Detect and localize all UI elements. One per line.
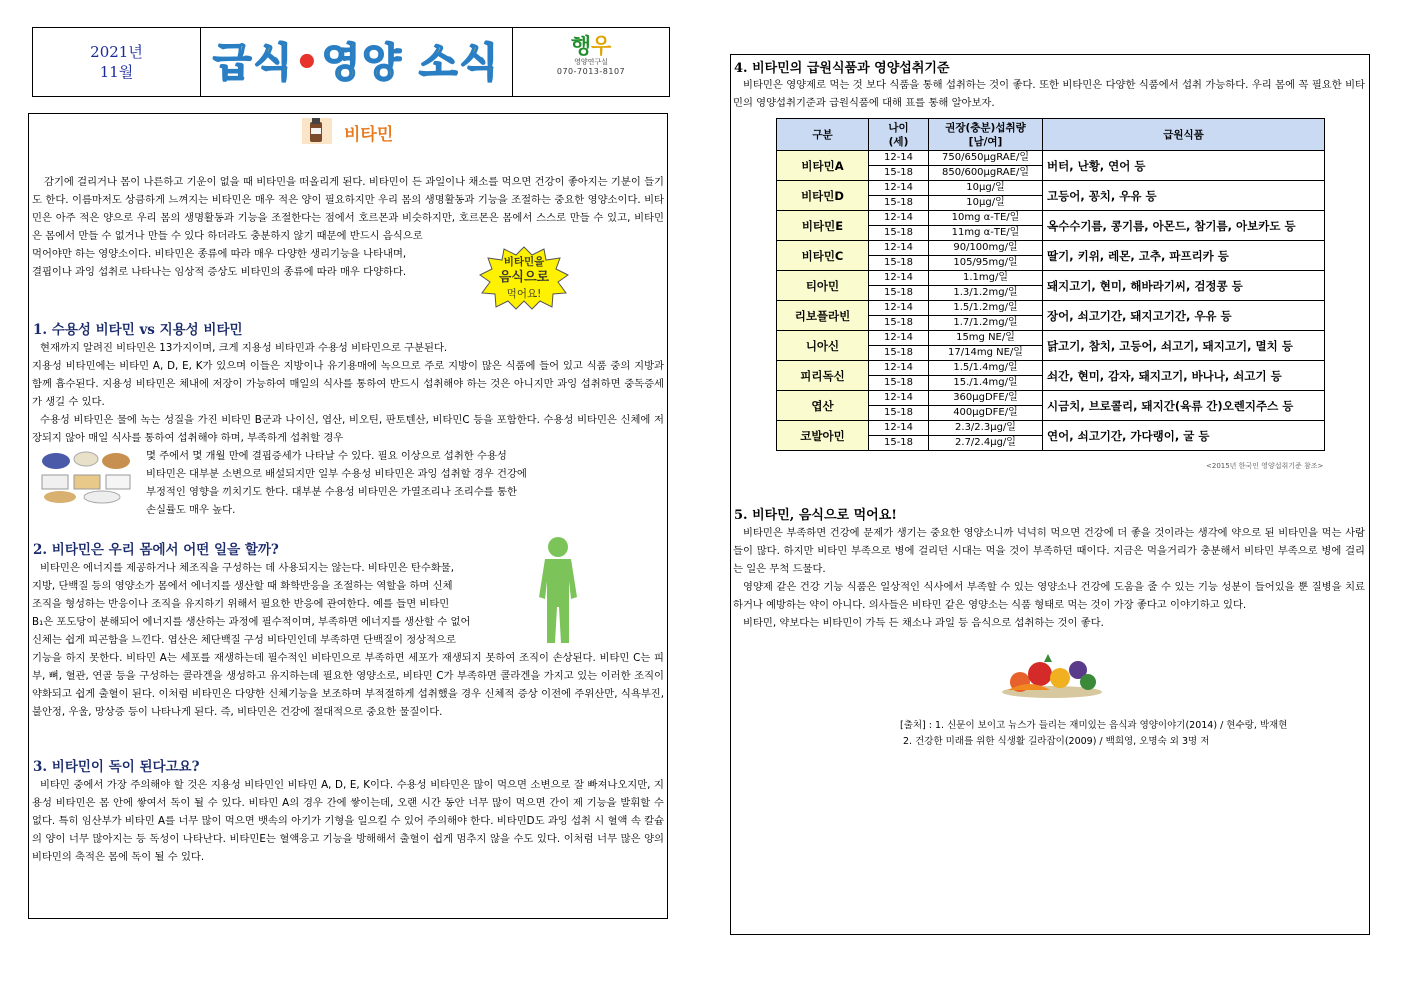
table-row bbox=[777, 181, 1325, 196]
age-range: 15-18 bbox=[869, 376, 929, 391]
age-range: 12-14 bbox=[869, 331, 929, 346]
s1-paragraph-3: 수용성 비타민은 물에 녹는 성질을 가진 비타민 B군과 나이신, 엽산, 비오틴, 판토텐산, 비타민C 등을 포함한다. 수용성 비타민은 신체에 저장되지 않아 매일 식사를 통하여 섭취해야 하며, 부족하게 섭취할 경우 bbox=[32, 414, 664, 444]
table-row bbox=[777, 151, 1325, 166]
food-trays-illustration bbox=[36, 449, 136, 505]
age-range: 15-18 bbox=[869, 436, 929, 451]
s5-paragraph-3: 비타민, 약보다는 비타민이 가득 든 채소나 과일 등 음식으로 섭취하는 것이 좋다. bbox=[743, 617, 1104, 629]
burst-line-3: 먹어요! bbox=[506, 288, 542, 300]
intake-value: 17/14mg NE/일 bbox=[929, 346, 1043, 361]
food-sources: 옥수수기름, 콩기름, 아몬드, 참기름, 아보카도 등 bbox=[1043, 211, 1325, 241]
newsletter-title bbox=[201, 28, 513, 96]
intake-value: 1.1mg/일 bbox=[929, 271, 1043, 286]
food-sources: 닭고기, 참치, 고등어, 쇠고기, 돼지고기, 멸치 등 bbox=[1043, 331, 1325, 361]
section-3-body bbox=[32, 776, 664, 866]
section-1-title: 1. 수용성 비타민 vs 지용성 비타민 bbox=[33, 322, 243, 338]
vitamin-name: 비타민D bbox=[777, 181, 869, 211]
title-part2: 영양 소식 bbox=[321, 40, 501, 86]
intake-value: 1.3/1.2mg/일 bbox=[929, 286, 1043, 301]
table-row bbox=[777, 391, 1325, 406]
reference-1: [출처] : 1. 신문이 보이고 뉴스가 들리는 재미있는 음식과 영양이야기(2014) / 현수랑, 박재현 bbox=[900, 720, 1288, 731]
section-5-title: 5. 비타민, 음식으로 먹어요! bbox=[734, 508, 897, 523]
table-row bbox=[777, 211, 1325, 226]
section-4-body bbox=[733, 76, 1365, 112]
intake-value: 750/650μgRAE/일 bbox=[929, 151, 1043, 166]
age-range: 15-18 bbox=[869, 346, 929, 361]
section-2-title: 2. 비타민은 우리 몸에서 어떤 일을 할까? bbox=[33, 542, 279, 558]
title-part1: 급식 bbox=[212, 40, 295, 86]
age-range: 12-14 bbox=[869, 421, 929, 436]
intake-value: 15mg NE/일 bbox=[929, 331, 1043, 346]
intake-value: 360μgDFE/일 bbox=[929, 391, 1043, 406]
fruits-vegetables-illustration bbox=[1000, 652, 1104, 700]
intake-value: 90/100mg/일 bbox=[929, 241, 1043, 256]
reference-2: 2. 건강한 미래를 위한 식생활 길라잡이(2009) / 백희영, 오명숙 외 3명 저 bbox=[903, 736, 1210, 747]
s4-paragraph: 비타민은 영양제로 먹는 것 보다 식품을 통해 섭취하는 것이 좋다. 또한 비타민은 다양한 식품에서 섭취 가능하다. 우리 몸에 꼭 필요한 비타민의 영양섭취기준과 급원식품에 대해 표를 통해 알아보자. bbox=[733, 79, 1366, 109]
table-row bbox=[777, 361, 1325, 376]
s5-paragraph-1: 비타민은 부족하면 건강에 문제가 생기는 중요한 영양소니까 넉넉히 먹으면 건강에 더 좋을 것이라는 생각에 약으로 된 비타민을 먹는 사람들이 많다. 하지만 비타민 부족으로 병에 걸리던 시대는 먹을 것이 부족하던 때이다. 지금은 먹을거리가 충분해서 비타민 부족으로 병에 걸리는 일은 무척 드물다. bbox=[733, 527, 1365, 575]
table-row bbox=[777, 331, 1325, 346]
intro-line-3: 결핍이나 과잉 섭취로 나타나는 임상적 증상도 비타민의 종류에 따라 매우 다양하다. bbox=[32, 266, 407, 278]
organization-block bbox=[513, 28, 669, 96]
s1-line-3: 부정적인 영향을 끼치기도 한다. 대부분 수용성 비타민은 가열조리나 조리수를 통한 bbox=[146, 486, 517, 498]
age-range: 15-18 bbox=[869, 196, 929, 211]
intake-value: 105/95mg/일 bbox=[929, 256, 1043, 271]
header-intake: 권장(충분)섭취량 [남/여] bbox=[929, 119, 1043, 151]
intro-line-2: 먹어야만 하는 영양소이다. 비타민은 종류에 따라 매우 다양한 생리기능을 나타내며, bbox=[32, 248, 407, 260]
logo-char-b: 우 bbox=[591, 34, 612, 58]
s2-line-3: 조직을 형성하는 반응이나 조직을 유지하기 위해서 필요한 반응에 관여한다. 예를 들면 비타민 bbox=[32, 598, 450, 610]
title-dot: • bbox=[294, 40, 322, 86]
section-4-title: 4. 비타민의 급원식품과 영양섭취기준 bbox=[734, 61, 950, 76]
issue-year: 2021년 bbox=[90, 43, 143, 61]
intake-value: 2.3/2.3μg/일 bbox=[929, 421, 1043, 436]
vitamin-name: 코발아민 bbox=[777, 421, 869, 451]
issue-month: 11월 bbox=[99, 63, 134, 81]
s1-line-4: 손실률도 매우 높다. bbox=[146, 504, 236, 516]
age-range: 15-18 bbox=[869, 166, 929, 181]
food-sources: 돼지고기, 현미, 해바라기씨, 검정콩 등 bbox=[1043, 271, 1325, 301]
intake-value: 2.7/2.4μg/일 bbox=[929, 436, 1043, 451]
s1-paragraph-4 bbox=[146, 447, 616, 519]
table-row bbox=[777, 271, 1325, 286]
s3-paragraph: 비타민 중에서 가장 주의해야 할 것은 지용성 비타민인 비타민 A, D, E, K이다. 수용성 비타민은 많이 먹으면 소변으로 잘 빠져나오지만, 지용성 비타민은 몸 안에 쌓여서 독이 될 수 있다. 비타민 A의 경우 간에 쌓이는데, 오랜 시간 동안 너무 많이 먹으면 간이 제 기능을 발휘할 수 없다. 특히 임산부가 비타민 A를 너무 많이 먹으면 뱃속의 아기가 기형을 일으킬 수 있어 주의해야 한다. 비타민D도 과잉 섭취 시 혈액 속 칼슘의 양이 너무 많아지는 등 독성이 나타난다. 비타민E는 혈액응고 기능을 방해해서 출혈이 쉽게 멈추지 않을 수도 있다. 이처럼 너무 많은 양의 비타민의 축적은 몸에 독이 될 수 있다. bbox=[32, 779, 664, 863]
intro-paragraph: 감기에 걸리거나 몸이 나른하고 기운이 없을 때 비타민을 떠올리게 된다. 비타민이 든 과일이나 채소를 먹으면 건강이 좋아지는 기분이 들기도 한다. 이름마저도 상큼하게 느껴지는 비타민은 매우 적은 양이 필요하지만 우리 몸의 생명활동과 기능을 조절하는 중요한 영양소이다. 비타민은 아주 적은 양으로 우리 몸의 생명활동과 기능을 조절한다는 점에서 호르몬과 비슷하지만, 호르몬은 몸에서 스스로 만들 수 있고, 비타민은 몸에서 만들 수 없거나 만들 수 있다 하더라도 충분하지 않기 때문에 반드시 음식으로 bbox=[32, 176, 664, 242]
age-range: 12-14 bbox=[869, 181, 929, 196]
s2-line-2: 지방, 단백질 등의 영양소가 몸에서 에너지를 생산할 때 화학반응을 조절하는 역할을 하며 신체 bbox=[32, 580, 453, 592]
s5-paragraph-2: 영양제 같은 건강 기능 식품은 일상적인 식사에서 부족할 수 있는 영양소나 건강에 도움을 줄 수 있는 기능 성분이 들어있을 뿐 질병을 치료하거나 예방하는 약이 아니다. 의사들은 비타민 같은 영양소는 식품 형태로 먹는 것이 가장 좋다고 이야기하고 있다. bbox=[733, 581, 1365, 611]
age-range: 15-18 bbox=[869, 226, 929, 241]
main-title: 비타민 bbox=[344, 125, 394, 145]
vitamin-name: 피리독신 bbox=[777, 361, 869, 391]
intake-value: 1.5/1.4mg/일 bbox=[929, 361, 1043, 376]
s2-line-4: B₁은 포도당이 분해되어 에너지를 생산하는 과정에 필수적이며, 부족하면 에너지를 생산할 수 없어 bbox=[32, 616, 471, 628]
age-range: 12-14 bbox=[869, 151, 929, 166]
food-sources: 연어, 쇠고기간, 가다랭이, 굴 등 bbox=[1043, 421, 1325, 451]
s1-line-1: 몇 주에서 몇 개월 만에 결핍증세가 나타날 수 있다. 필요 이상으로 섭취한 수용성 bbox=[146, 450, 507, 462]
intake-value: 15./1.4mg/일 bbox=[929, 376, 1043, 391]
s2-line-5: 신체는 쉽게 피곤함을 느낀다. 엽산은 체단백질 구성 비타민인데 부족하면 단백질이 정상적으로 bbox=[32, 634, 456, 646]
age-range: 15-18 bbox=[869, 406, 929, 421]
food-sources: 버터, 난황, 연어 등 bbox=[1043, 151, 1325, 181]
organization-name: 영양연구실 bbox=[574, 58, 608, 66]
issue-date bbox=[33, 28, 201, 96]
header-type: 구분 bbox=[777, 119, 869, 151]
age-range: 15-18 bbox=[869, 286, 929, 301]
intake-value: 11mg α-TE/일 bbox=[929, 226, 1043, 241]
burst-text bbox=[478, 254, 570, 302]
age-range: 15-18 bbox=[869, 316, 929, 331]
table-source: <2015년 한국인 영양섭취기준 참조> bbox=[1206, 462, 1324, 470]
intake-value: 1.5/1.2mg/일 bbox=[929, 301, 1043, 316]
food-sources: 장어, 쇠고기간, 돼지고기간, 우유 등 bbox=[1043, 301, 1325, 331]
vitamin-name: 티아민 bbox=[777, 271, 869, 301]
logo bbox=[513, 34, 669, 58]
age-range: 12-14 bbox=[869, 301, 929, 316]
food-sources: 쇠간, 현미, 감자, 돼지고기, 바나나, 쇠고기 등 bbox=[1043, 361, 1325, 391]
vitamin-table bbox=[776, 118, 1325, 451]
vitamin-name: 비타민A bbox=[777, 151, 869, 181]
age-range: 15-18 bbox=[869, 256, 929, 271]
vitamin-name: 비타민C bbox=[777, 241, 869, 271]
age-range: 12-14 bbox=[869, 241, 929, 256]
vitamin-name: 니아신 bbox=[777, 331, 869, 361]
table-row bbox=[777, 421, 1325, 436]
s2-paragraph: 기능을 하지 못한다. 비타민 A는 세포를 재생하는데 필수적인 비타민으로 부족하면 세포가 재생되지 못하여 조직이 손상된다. 비타민 C는 피부, 뼈, 혈관, 연골 등을 구성하는 콜라겐을 생성하고 유지하는데 필요한 영양소로, 비타민 C가 부족하면 콜라겐을 가지고 있는 이러한 조직이 약화되고 쉽게 출혈이 된다. 이처럼 비타민은 다양한 신체기능을 보조하며 부적절하게 섭취했을 경우 신체적 증상 이전에 주위산만, 식욕부진, 불안정, 우울, 망상증 등이 나타나게 된다. 즉, 비타민은 건강에 절대적으로 중요한 물질이다. bbox=[32, 652, 664, 718]
vitamin-bottle-icon bbox=[300, 116, 336, 146]
section-2-body bbox=[32, 649, 664, 721]
age-range: 12-14 bbox=[869, 361, 929, 376]
vitamin-name: 엽산 bbox=[777, 391, 869, 421]
header-food: 급원식품 bbox=[1043, 119, 1325, 151]
table-row bbox=[777, 241, 1325, 256]
table-row bbox=[777, 301, 1325, 316]
age-range: 12-14 bbox=[869, 271, 929, 286]
logo-char-a: 행 bbox=[570, 34, 591, 58]
food-sources: 시금치, 브로콜리, 돼지간(육류 간)오렌지주스 등 bbox=[1043, 391, 1325, 421]
food-sources: 고등어, 꽁치, 우유 등 bbox=[1043, 181, 1325, 211]
vitamin-name: 비타민E bbox=[777, 211, 869, 241]
s1-paragraph-1: 현재까지 알려진 비타민은 13가지이며, 크게 지용성 비타민과 수용성 비타민으로 구분된다. bbox=[40, 342, 448, 354]
s1-paragraph-2: 지용성 비타민에는 비타민 A, D, E, K가 있으며 이들은 지방이나 유기용매에 녹으므로 주로 지방이 많은 식품에 들어 있고 식품 중의 지방과 함께 흡수된다. 지용성 비타민은 체내에 저장이 가능하여 매일의 식사를 통하여 반드시 섭취해야 하는 것은 아니지만 과잉 섭취하면 중독증세가 생길 수 있다. bbox=[32, 360, 664, 408]
section-2-lines bbox=[32, 559, 532, 649]
age-range: 12-14 bbox=[869, 391, 929, 406]
section-1-body bbox=[32, 339, 664, 447]
burst-line-2: 음식으로 bbox=[498, 270, 550, 285]
intake-value: 1.7/1.2mg/일 bbox=[929, 316, 1043, 331]
age-range: 12-14 bbox=[869, 211, 929, 226]
burst-line-1: 비타민을 bbox=[503, 256, 545, 268]
intake-value: 400μgDFE/일 bbox=[929, 406, 1043, 421]
human-body-icon bbox=[533, 535, 583, 647]
intake-value: 10μg/일 bbox=[929, 196, 1043, 211]
intake-value: 10μg/일 bbox=[929, 181, 1043, 196]
s2-line-1: 비타민은 에너지를 제공하거나 체조직을 구성하는 데 사용되지는 않는다. 비타민은 탄수화물, bbox=[40, 562, 454, 574]
newsletter-header bbox=[32, 27, 670, 97]
section-3-title: 3. 비타민이 독이 된다고요? bbox=[33, 759, 200, 775]
section-5-body bbox=[733, 524, 1365, 632]
header-age: 나이 (세) bbox=[869, 119, 929, 151]
intake-value: 10mg α-TE/일 bbox=[929, 211, 1043, 226]
vitamin-name: 리보플라빈 bbox=[777, 301, 869, 331]
food-sources: 딸기, 키위, 레몬, 고추, 파프리카 등 bbox=[1043, 241, 1325, 271]
intake-value: 850/600μgRAE/일 bbox=[929, 166, 1043, 181]
s1-line-2: 비타민은 대부분 소변으로 배설되지만 일부 수용성 비타민은 과잉 섭취할 경우 건강에 bbox=[146, 468, 527, 480]
organization-phone: 070-7013-8107 bbox=[556, 67, 626, 76]
